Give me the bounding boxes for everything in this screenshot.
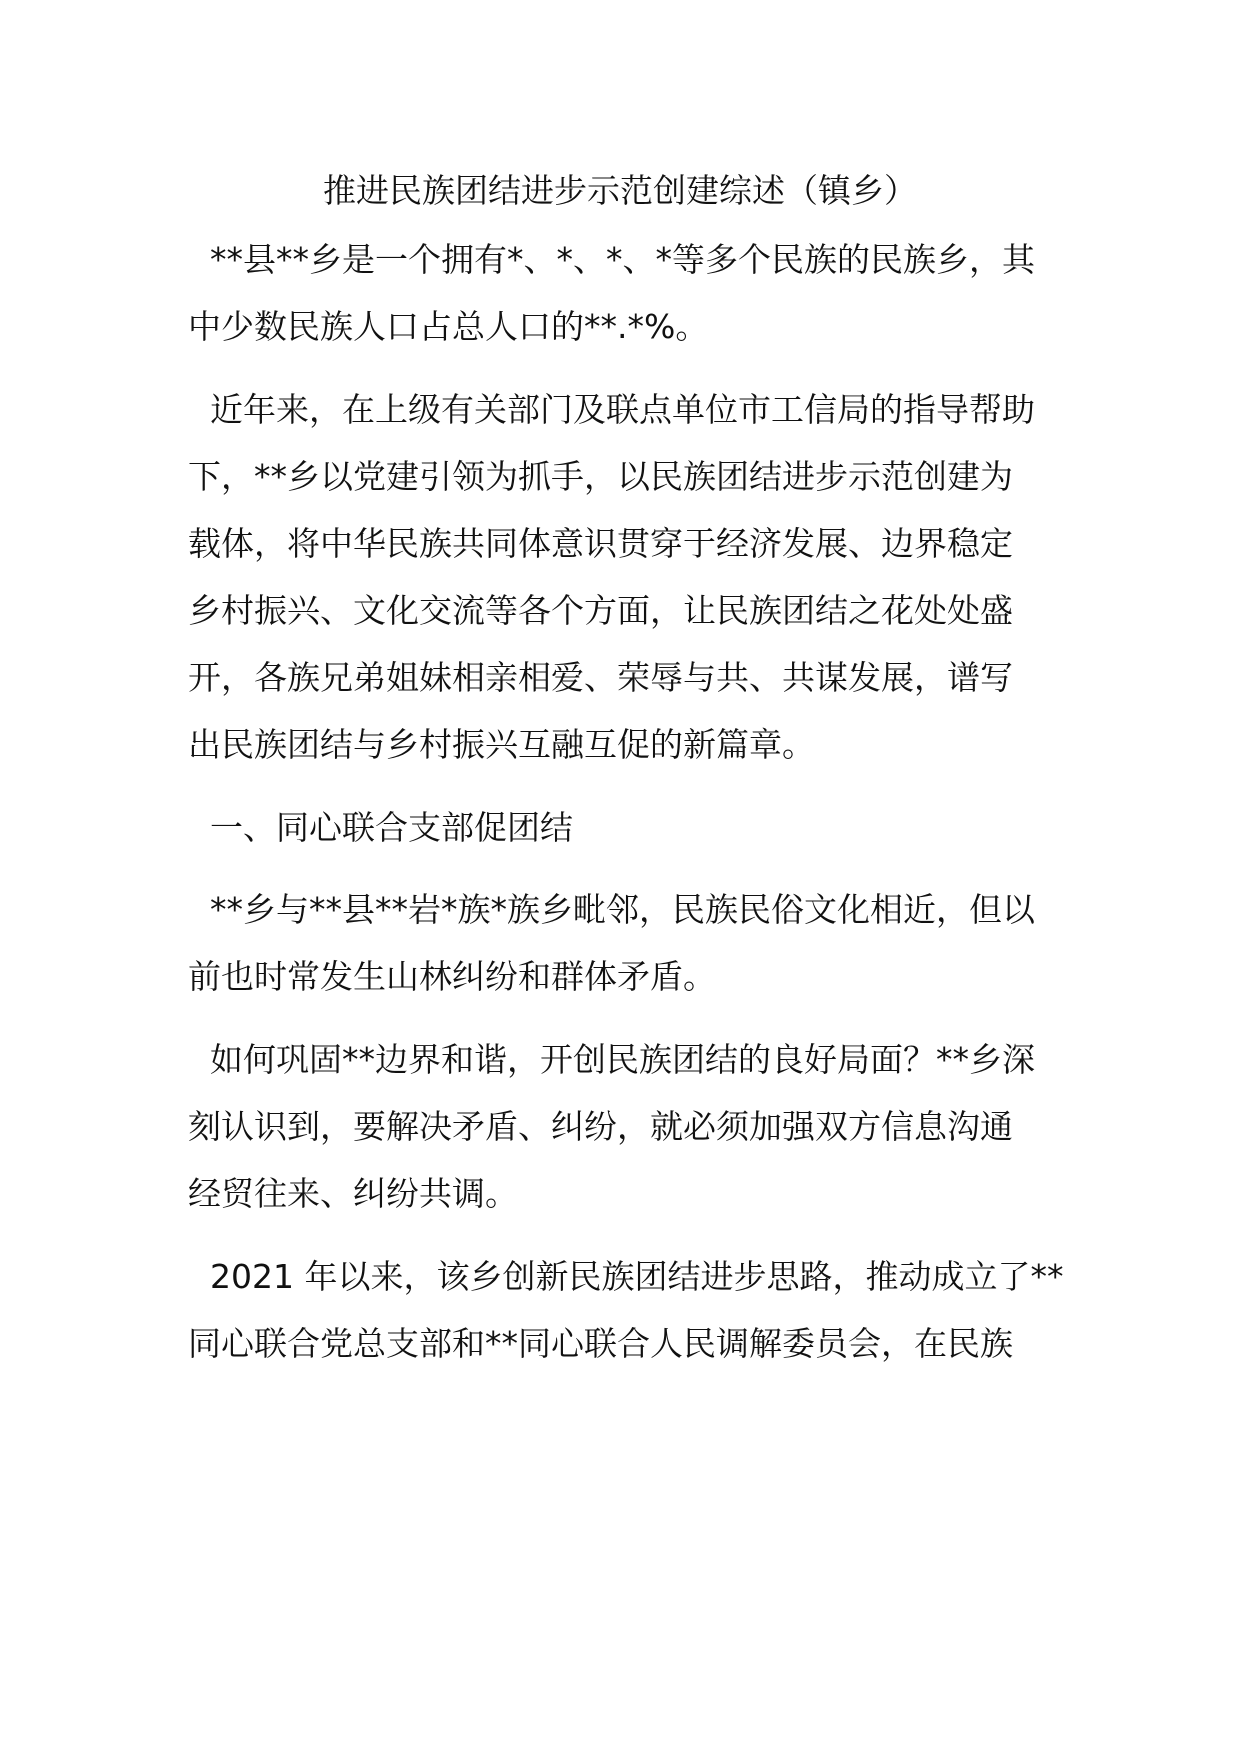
paragraph-2-line-3: 载体，将中华民族共同体意识贯穿于经济发展、边界稳定 — [188, 524, 1013, 563]
paragraph-4-line-1: 如何巩固**边界和谐，开创民族团结的良好局面？**乡深 — [210, 1040, 1035, 1079]
paragraph-1-line-1: **县**乡是一个拥有*、*、*、*等多个民族的民族乡，其 — [210, 240, 1035, 279]
paragraph-3-line-1: **乡与**县**岩*族*族乡毗邻，民族民俗文化相近，但以 — [210, 890, 1035, 929]
paragraph-5-line-2: 同心联合党总支部和**同心联合人民调解委员会，在民族 — [188, 1324, 1013, 1363]
section-heading-1: 一、同心联合支部促团结 — [210, 808, 573, 847]
document-title: 推进民族团结进步示范创建综述（镇乡） — [323, 171, 917, 210]
paragraph-4-line-3: 经贸往来、纠纷共调。 — [188, 1174, 518, 1213]
paragraph-2-line-2: 下，**乡以党建引领为抓手，以民族团结进步示范创建为 — [188, 457, 1013, 496]
paragraph-4-line-2: 刻认识到，要解决矛盾、纠纷，就必须加强双方信息沟通 — [188, 1107, 1013, 1146]
paragraph-2-line-4: 乡村振兴、文化交流等各个方面，让民族团结之花处处盛 — [188, 591, 1013, 630]
paragraph-2-line-1: 近年来，在上级有关部门及联点单位市工信局的指导帮助 — [210, 390, 1035, 429]
paragraph-2-line-6: 出民族团结与乡村振兴互融互促的新篇章。 — [188, 725, 815, 764]
paragraph-1-line-2: 中少数民族人口占总人口的**.*%。 — [188, 307, 709, 346]
paragraph-3-line-2: 前也时常发生山林纠纷和群体矛盾。 — [188, 957, 716, 996]
paragraph-2-line-5: 开，各族兄弟姐妹相亲相爱、荣辱与共、共谋发展，谱写 — [188, 658, 1013, 697]
paragraph-5-line-1: 2021 年以来，该乡创新民族团结进步思路，推动成立了** — [210, 1257, 1064, 1296]
